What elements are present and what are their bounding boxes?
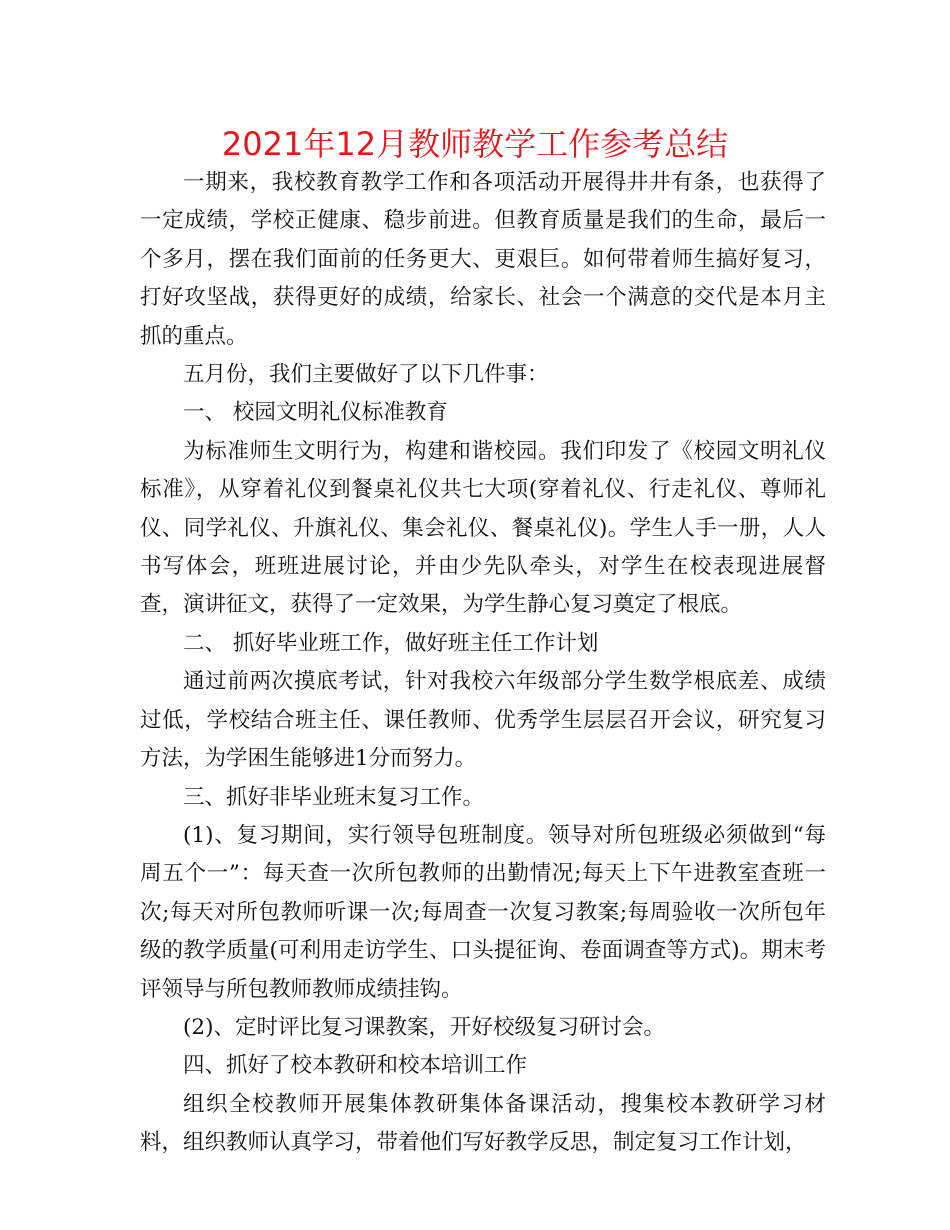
paragraph-graduating-class: 通过前两次摸底考试，针对我校六年级部分学生数学根底差、成绩过低，学校结合班主任、课任教师、优秀学生层层召开会议，研究复习方法，为学困生能够进1分而努力。 [140, 669, 826, 772]
document-body [140, 164, 826, 1163]
paragraph-may-summary: 五月份，我们主要做好了以下几件事： [183, 362, 549, 388]
paragraph-etiquette: 为标准师生文明行为，构建和谐校园。我们印发了《校园文明礼仪标准》，从穿着礼仪到餐桌礼仪共七大项(穿着礼仪、行走礼仪、尊师礼仪、同学礼仪、升旗礼仪、集会礼仪、餐桌礼仪)。学生人手一册，人人书写体会，班班进展讨论，并由少先队牵头，对学生在校表现进展督查，演讲征文，获得了一定效果，为学生静心复习奠定了根底。 [140, 438, 826, 618]
paragraph-school-research: 组织全校教师开展集体教研集体备课活动，搜集校本教研学习材料，组织教师认真学习，带着他们写好教学反思，制定复习工作计划， [140, 1091, 826, 1156]
section-heading-etiquette: 一、 校园文明礼仪标准教育 [183, 400, 448, 426]
paragraph-review-item-1: (1)、复习期间，实行领导包班制度。领导对所包班级必须做到“每周五个一”：每天查一次所包教师的出勤情况;每天上下午进教室查班一次;每天对所包教师听课一次;每周查一次复习教案;每周验收一次所包年级的教学质量(可利用走访学生、口头提征询、卷面调查等方式)。期末考评领导与所包教师教师成绩挂钩。 [140, 822, 826, 1002]
paragraph-intro: 一期来，我校教育教学工作和各项活动开展得井井有条，也获得了一定成绩，学校正健康、稳步前进。但教育质量是我们的生命，最后一个多月，摆在我们面前的任务更大、更艰巨。如何带着师生搞好复习，打好攻坚战，获得更好的成绩，给家长、社会一个满意的交代是本月主抓的重点。 [140, 170, 826, 349]
section-heading-graduating-class: 二、 抓好毕业班工作，做好班主任工作计划 [183, 630, 599, 656]
paragraph-review-item-2: (2)、定时评比复习课教案，开好校级复习研讨会。 [183, 1014, 665, 1040]
section-heading-school-research: 四、抓好了校本教研和校本培训工作 [183, 1053, 528, 1079]
document-title: 2021年12月教师教学工作参考总结 [221, 125, 729, 163]
section-heading-review-work: 三、抓好非毕业班末复习工作。 [183, 784, 485, 810]
